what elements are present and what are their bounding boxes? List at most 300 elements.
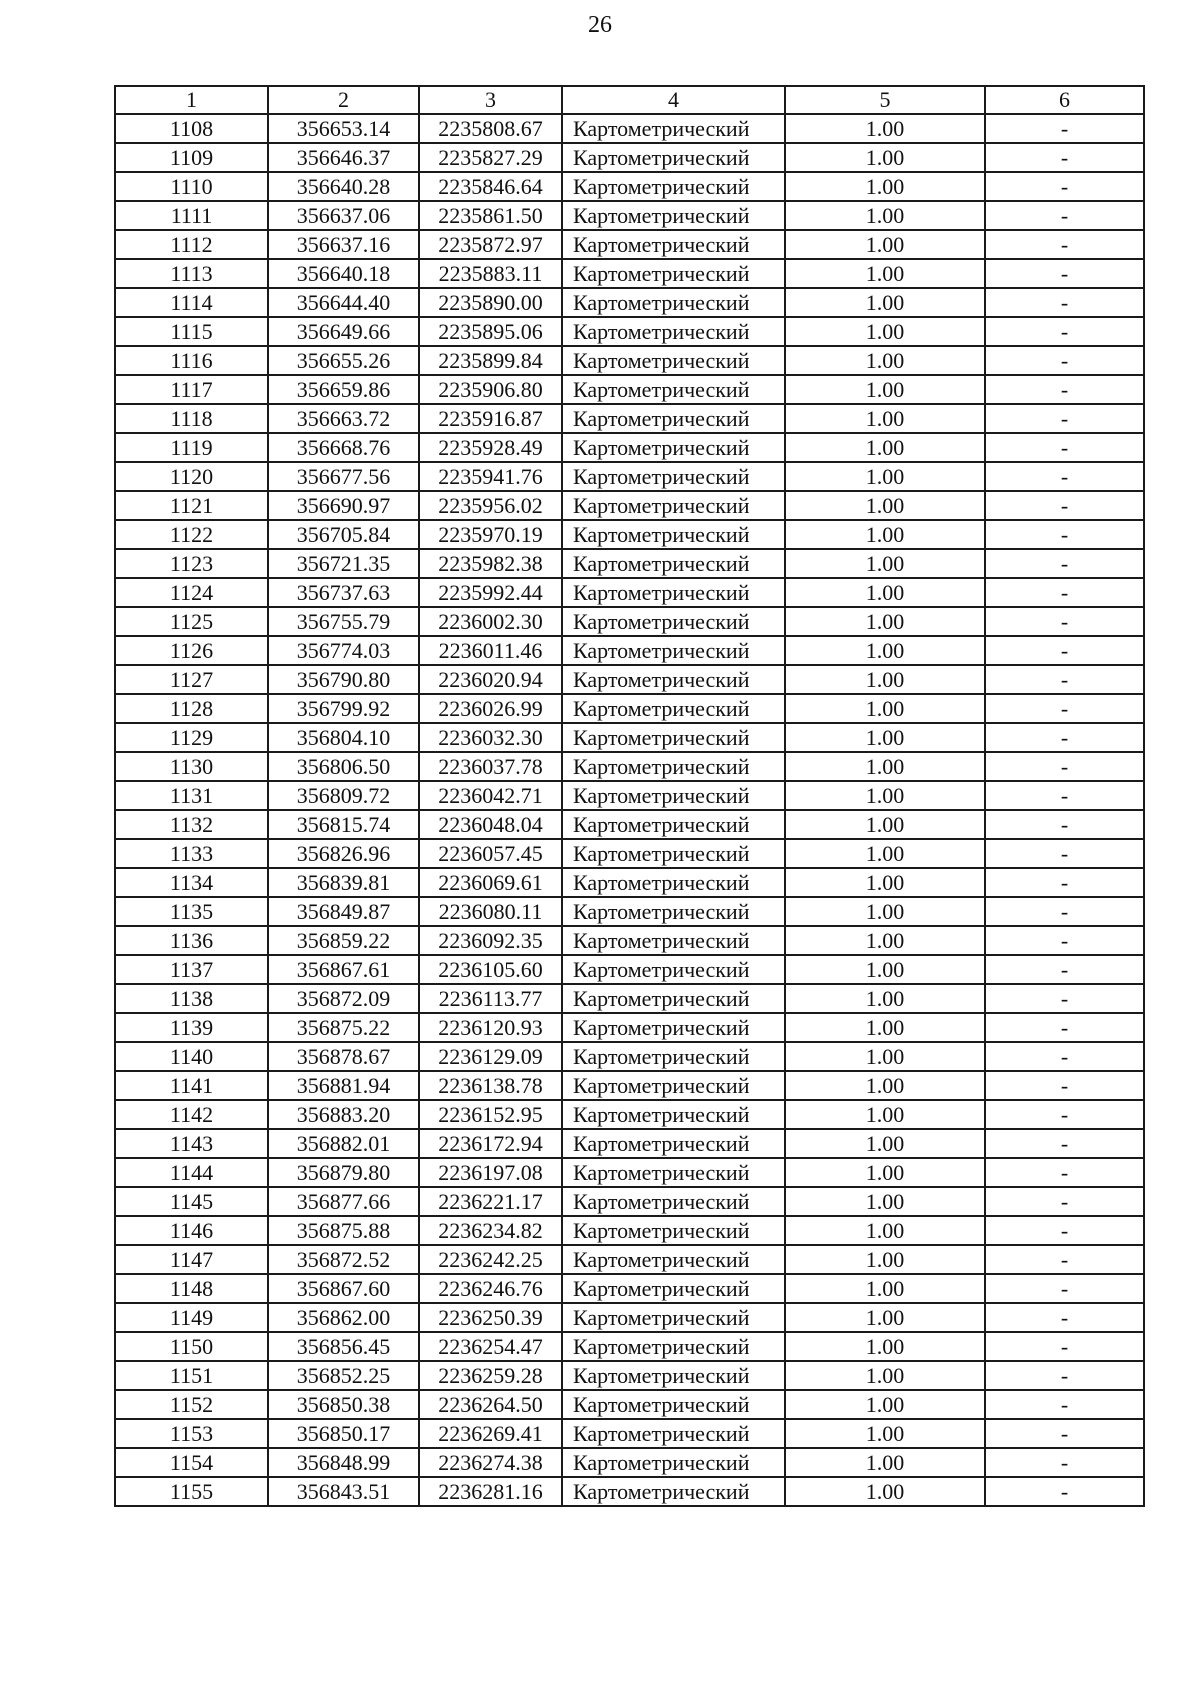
point-number-cell: 1142 (115, 1100, 268, 1129)
point-number-cell: 1150 (115, 1332, 268, 1361)
x-coordinate-cell: 356826.96 (268, 839, 419, 868)
accuracy-cell: 1.00 (785, 1158, 985, 1187)
point-number-cell: 1114 (115, 288, 268, 317)
y-coordinate-cell: 2236281.16 (419, 1477, 562, 1506)
table-row (115, 1477, 1144, 1506)
point-number-cell: 1143 (115, 1129, 268, 1158)
note-cell: - (985, 114, 1144, 143)
accuracy-cell: 1.00 (785, 1303, 985, 1332)
note-cell: - (985, 1332, 1144, 1361)
column-header-6: 6 (985, 86, 1144, 114)
method-cell: Картометрический (562, 404, 785, 433)
y-coordinate-cell: 2235883.11 (419, 259, 562, 288)
y-coordinate-cell: 2236037.78 (419, 752, 562, 781)
note-cell: - (985, 810, 1144, 839)
method-cell: Картометрический (562, 926, 785, 955)
point-number-cell: 1145 (115, 1187, 268, 1216)
y-coordinate-cell: 2235956.02 (419, 491, 562, 520)
y-coordinate-cell: 2236080.11 (419, 897, 562, 926)
note-cell: - (985, 1158, 1144, 1187)
table-row (115, 984, 1144, 1013)
point-number-cell: 1126 (115, 636, 268, 665)
accuracy-cell: 1.00 (785, 1100, 985, 1129)
note-cell: - (985, 1361, 1144, 1390)
note-cell: - (985, 375, 1144, 404)
table-row (115, 1187, 1144, 1216)
table-row (115, 317, 1144, 346)
note-cell: - (985, 665, 1144, 694)
y-coordinate-cell: 2236221.17 (419, 1187, 562, 1216)
table-row (115, 1274, 1144, 1303)
accuracy-cell: 1.00 (785, 1390, 985, 1419)
accuracy-cell: 1.00 (785, 520, 985, 549)
table-row (115, 665, 1144, 694)
x-coordinate-cell: 356850.38 (268, 1390, 419, 1419)
point-number-cell: 1110 (115, 172, 268, 201)
table-row (115, 897, 1144, 926)
x-coordinate-cell: 356878.67 (268, 1042, 419, 1071)
point-number-cell: 1112 (115, 230, 268, 259)
x-coordinate-cell: 356637.16 (268, 230, 419, 259)
method-cell: Картометрический (562, 520, 785, 549)
accuracy-cell: 1.00 (785, 375, 985, 404)
point-number-cell: 1133 (115, 839, 268, 868)
y-coordinate-cell: 2235846.64 (419, 172, 562, 201)
note-cell: - (985, 1390, 1144, 1419)
x-coordinate-cell: 356859.22 (268, 926, 419, 955)
y-coordinate-cell: 2236048.04 (419, 810, 562, 839)
y-coordinate-cell: 2235808.67 (419, 114, 562, 143)
x-coordinate-cell: 356705.84 (268, 520, 419, 549)
x-coordinate-cell: 356881.94 (268, 1071, 419, 1100)
y-coordinate-cell: 2236250.39 (419, 1303, 562, 1332)
x-coordinate-cell: 356806.50 (268, 752, 419, 781)
x-coordinate-cell: 356867.60 (268, 1274, 419, 1303)
point-number-cell: 1118 (115, 404, 268, 433)
method-cell: Картометрический (562, 665, 785, 694)
method-cell: Картометрический (562, 1042, 785, 1071)
point-number-cell: 1116 (115, 346, 268, 375)
x-coordinate-cell: 356804.10 (268, 723, 419, 752)
page-number: 26 (588, 12, 612, 38)
note-cell: - (985, 1245, 1144, 1274)
method-cell: Картометрический (562, 1448, 785, 1477)
note-cell: - (985, 636, 1144, 665)
table-row (115, 114, 1144, 143)
accuracy-cell: 1.00 (785, 1477, 985, 1506)
accuracy-cell: 1.00 (785, 723, 985, 752)
note-cell: - (985, 1042, 1144, 1071)
y-coordinate-cell: 2235906.80 (419, 375, 562, 404)
point-number-cell: 1128 (115, 694, 268, 723)
table-row (115, 1303, 1144, 1332)
y-coordinate-cell: 2235861.50 (419, 201, 562, 230)
accuracy-cell: 1.00 (785, 1361, 985, 1390)
point-number-cell: 1135 (115, 897, 268, 926)
accuracy-cell: 1.00 (785, 984, 985, 1013)
point-number-cell: 1124 (115, 578, 268, 607)
table-row (115, 404, 1144, 433)
accuracy-cell: 1.00 (785, 781, 985, 810)
accuracy-cell: 1.00 (785, 491, 985, 520)
note-cell: - (985, 723, 1144, 752)
method-cell: Картометрический (562, 1158, 785, 1187)
x-coordinate-cell: 356849.87 (268, 897, 419, 926)
point-number-cell: 1120 (115, 462, 268, 491)
y-coordinate-cell: 2236057.45 (419, 839, 562, 868)
method-cell: Картометрический (562, 1100, 785, 1129)
method-cell: Картометрический (562, 1013, 785, 1042)
table-row (115, 520, 1144, 549)
x-coordinate-cell: 356856.45 (268, 1332, 419, 1361)
note-cell: - (985, 607, 1144, 636)
note-cell: - (985, 781, 1144, 810)
table-row (115, 462, 1144, 491)
x-coordinate-cell: 356690.97 (268, 491, 419, 520)
y-coordinate-cell: 2236020.94 (419, 665, 562, 694)
x-coordinate-cell: 356850.17 (268, 1419, 419, 1448)
x-coordinate-cell: 356755.79 (268, 607, 419, 636)
x-coordinate-cell: 356653.14 (268, 114, 419, 143)
note-cell: - (985, 259, 1144, 288)
x-coordinate-cell: 356663.72 (268, 404, 419, 433)
method-cell: Картометрический (562, 694, 785, 723)
point-number-cell: 1144 (115, 1158, 268, 1187)
method-cell: Картометрический (562, 1245, 785, 1274)
point-number-cell: 1138 (115, 984, 268, 1013)
note-cell: - (985, 984, 1144, 1013)
x-coordinate-cell: 356737.63 (268, 578, 419, 607)
point-number-cell: 1125 (115, 607, 268, 636)
accuracy-cell: 1.00 (785, 317, 985, 346)
x-coordinate-cell: 356882.01 (268, 1129, 419, 1158)
table-row (115, 1390, 1144, 1419)
point-number-cell: 1155 (115, 1477, 268, 1506)
x-coordinate-cell: 356637.06 (268, 201, 419, 230)
y-coordinate-cell: 2236259.28 (419, 1361, 562, 1390)
point-number-cell: 1141 (115, 1071, 268, 1100)
point-number-cell: 1151 (115, 1361, 268, 1390)
x-coordinate-cell: 356649.66 (268, 317, 419, 346)
point-number-cell: 1147 (115, 1245, 268, 1274)
point-number-cell: 1149 (115, 1303, 268, 1332)
accuracy-cell: 1.00 (785, 143, 985, 172)
method-cell: Картометрический (562, 1419, 785, 1448)
y-coordinate-cell: 2235992.44 (419, 578, 562, 607)
accuracy-cell: 1.00 (785, 955, 985, 984)
point-number-cell: 1154 (115, 1448, 268, 1477)
accuracy-cell: 1.00 (785, 462, 985, 491)
y-coordinate-cell: 2235890.00 (419, 288, 562, 317)
note-cell: - (985, 520, 1144, 549)
table-row (115, 1100, 1144, 1129)
y-coordinate-cell: 2236264.50 (419, 1390, 562, 1419)
column-header-5: 5 (785, 86, 985, 114)
note-cell: - (985, 578, 1144, 607)
note-cell: - (985, 1129, 1144, 1158)
method-cell: Картометрический (562, 955, 785, 984)
method-cell: Картометрический (562, 752, 785, 781)
accuracy-cell: 1.00 (785, 694, 985, 723)
table-row (115, 810, 1144, 839)
point-number-cell: 1122 (115, 520, 268, 549)
method-cell: Картометрический (562, 462, 785, 491)
point-number-cell: 1136 (115, 926, 268, 955)
y-coordinate-cell: 2236092.35 (419, 926, 562, 955)
note-cell: - (985, 897, 1144, 926)
method-cell: Картометрический (562, 1303, 785, 1332)
y-coordinate-cell: 2236254.47 (419, 1332, 562, 1361)
y-coordinate-cell: 2236172.94 (419, 1129, 562, 1158)
note-cell: - (985, 491, 1144, 520)
method-cell: Картометрический (562, 578, 785, 607)
x-coordinate-cell: 356677.56 (268, 462, 419, 491)
y-coordinate-cell: 2236032.30 (419, 723, 562, 752)
table-row (115, 433, 1144, 462)
table-row (115, 578, 1144, 607)
method-cell: Картометрический (562, 375, 785, 404)
table-row (115, 752, 1144, 781)
method-cell: Картометрический (562, 723, 785, 752)
x-coordinate-cell: 356646.37 (268, 143, 419, 172)
point-number-cell: 1140 (115, 1042, 268, 1071)
point-number-cell: 1127 (115, 665, 268, 694)
table-row (115, 288, 1144, 317)
y-coordinate-cell: 2236042.71 (419, 781, 562, 810)
table-row (115, 1332, 1144, 1361)
note-cell: - (985, 1419, 1144, 1448)
note-cell: - (985, 926, 1144, 955)
method-cell: Картометрический (562, 1332, 785, 1361)
accuracy-cell: 1.00 (785, 1448, 985, 1477)
column-header-2: 2 (268, 86, 419, 114)
point-number-cell: 1108 (115, 114, 268, 143)
table-row (115, 172, 1144, 201)
x-coordinate-cell: 356839.81 (268, 868, 419, 897)
note-cell: - (985, 317, 1144, 346)
method-cell: Картометрический (562, 201, 785, 230)
table-row (115, 781, 1144, 810)
note-cell: - (985, 1448, 1144, 1477)
note-cell: - (985, 1477, 1144, 1506)
x-coordinate-cell: 356877.66 (268, 1187, 419, 1216)
x-coordinate-cell: 356875.22 (268, 1013, 419, 1042)
point-number-cell: 1146 (115, 1216, 268, 1245)
point-number-cell: 1117 (115, 375, 268, 404)
y-coordinate-cell: 2236113.77 (419, 984, 562, 1013)
note-cell: - (985, 1274, 1144, 1303)
note-cell: - (985, 1216, 1144, 1245)
point-number-cell: 1130 (115, 752, 268, 781)
accuracy-cell: 1.00 (785, 259, 985, 288)
y-coordinate-cell: 2235895.06 (419, 317, 562, 346)
y-coordinate-cell: 2236138.78 (419, 1071, 562, 1100)
note-cell: - (985, 1187, 1144, 1216)
x-coordinate-cell: 356843.51 (268, 1477, 419, 1506)
x-coordinate-cell: 356721.35 (268, 549, 419, 578)
table-row (115, 549, 1144, 578)
table-row (115, 723, 1144, 752)
note-cell: - (985, 230, 1144, 259)
column-header-3: 3 (419, 86, 562, 114)
note-cell: - (985, 346, 1144, 375)
note-cell: - (985, 1303, 1144, 1332)
method-cell: Картометрический (562, 1274, 785, 1303)
x-coordinate-cell: 356774.03 (268, 636, 419, 665)
point-number-cell: 1111 (115, 201, 268, 230)
y-coordinate-cell: 2236026.99 (419, 694, 562, 723)
y-coordinate-cell: 2236197.08 (419, 1158, 562, 1187)
method-cell: Картометрический (562, 259, 785, 288)
accuracy-cell: 1.00 (785, 636, 985, 665)
table-row (115, 1158, 1144, 1187)
y-coordinate-cell: 2235827.29 (419, 143, 562, 172)
accuracy-cell: 1.00 (785, 1274, 985, 1303)
accuracy-cell: 1.00 (785, 839, 985, 868)
x-coordinate-cell: 356872.09 (268, 984, 419, 1013)
method-cell: Картометрический (562, 1216, 785, 1245)
method-cell: Картометрический (562, 607, 785, 636)
method-cell: Картометрический (562, 636, 785, 665)
table-row (115, 230, 1144, 259)
y-coordinate-cell: 2236274.38 (419, 1448, 562, 1477)
x-coordinate-cell: 356875.88 (268, 1216, 419, 1245)
note-cell: - (985, 201, 1144, 230)
accuracy-cell: 1.00 (785, 549, 985, 578)
y-coordinate-cell: 2236242.25 (419, 1245, 562, 1274)
method-cell: Картометрический (562, 1071, 785, 1100)
accuracy-cell: 1.00 (785, 665, 985, 694)
y-coordinate-cell: 2236011.46 (419, 636, 562, 665)
table-row (115, 491, 1144, 520)
point-number-cell: 1152 (115, 1390, 268, 1419)
method-cell: Картометрический (562, 317, 785, 346)
note-cell: - (985, 143, 1144, 172)
accuracy-cell: 1.00 (785, 201, 985, 230)
accuracy-cell: 1.00 (785, 1129, 985, 1158)
accuracy-cell: 1.00 (785, 230, 985, 259)
table-row (115, 375, 1144, 404)
point-number-cell: 1129 (115, 723, 268, 752)
point-number-cell: 1123 (115, 549, 268, 578)
note-cell: - (985, 1100, 1144, 1129)
accuracy-cell: 1.00 (785, 868, 985, 897)
y-coordinate-cell: 2235941.76 (419, 462, 562, 491)
accuracy-cell: 1.00 (785, 1042, 985, 1071)
table-row (115, 694, 1144, 723)
table-row (115, 607, 1144, 636)
note-cell: - (985, 868, 1144, 897)
note-cell: - (985, 1013, 1144, 1042)
note-cell: - (985, 433, 1144, 462)
accuracy-cell: 1.00 (785, 1419, 985, 1448)
method-cell: Картометрический (562, 781, 785, 810)
point-number-cell: 1119 (115, 433, 268, 462)
x-coordinate-cell: 356655.26 (268, 346, 419, 375)
accuracy-cell: 1.00 (785, 752, 985, 781)
header-row (115, 86, 1144, 114)
y-coordinate-cell: 2235899.84 (419, 346, 562, 375)
point-number-cell: 1148 (115, 1274, 268, 1303)
y-coordinate-cell: 2235916.87 (419, 404, 562, 433)
accuracy-cell: 1.00 (785, 810, 985, 839)
table-row (115, 143, 1144, 172)
note-cell: - (985, 288, 1144, 317)
point-number-cell: 1153 (115, 1419, 268, 1448)
accuracy-cell: 1.00 (785, 114, 985, 143)
table-row (115, 1245, 1144, 1274)
method-cell: Картометрический (562, 433, 785, 462)
y-coordinate-cell: 2235970.19 (419, 520, 562, 549)
accuracy-cell: 1.00 (785, 1332, 985, 1361)
table-row (115, 839, 1144, 868)
method-cell: Картометрический (562, 288, 785, 317)
x-coordinate-cell: 356640.28 (268, 172, 419, 201)
accuracy-cell: 1.00 (785, 433, 985, 462)
y-coordinate-cell: 2236152.95 (419, 1100, 562, 1129)
table-row (115, 1448, 1144, 1477)
accuracy-cell: 1.00 (785, 1013, 985, 1042)
method-cell: Картометрический (562, 1129, 785, 1158)
method-cell: Картометрический (562, 1361, 785, 1390)
note-cell: - (985, 752, 1144, 781)
table-row (115, 1216, 1144, 1245)
note-cell: - (985, 462, 1144, 491)
x-coordinate-cell: 356852.25 (268, 1361, 419, 1390)
x-coordinate-cell: 356815.74 (268, 810, 419, 839)
accuracy-cell: 1.00 (785, 346, 985, 375)
method-cell: Картометрический (562, 491, 785, 520)
table-row (115, 1129, 1144, 1158)
method-cell: Картометрический (562, 1187, 785, 1216)
method-cell: Картометрический (562, 868, 785, 897)
method-cell: Картометрический (562, 1390, 785, 1419)
note-cell: - (985, 694, 1144, 723)
method-cell: Картометрический (562, 346, 785, 375)
y-coordinate-cell: 2236002.30 (419, 607, 562, 636)
note-cell: - (985, 549, 1144, 578)
y-coordinate-cell: 2236120.93 (419, 1013, 562, 1042)
x-coordinate-cell: 356644.40 (268, 288, 419, 317)
table-row (115, 636, 1144, 665)
x-coordinate-cell: 356799.92 (268, 694, 419, 723)
accuracy-cell: 1.00 (785, 1216, 985, 1245)
x-coordinate-cell: 356668.76 (268, 433, 419, 462)
method-cell: Картометрический (562, 230, 785, 259)
table-row (115, 201, 1144, 230)
coordinates-table (114, 85, 1145, 1507)
point-number-cell: 1139 (115, 1013, 268, 1042)
accuracy-cell: 1.00 (785, 288, 985, 317)
x-coordinate-cell: 356872.52 (268, 1245, 419, 1274)
x-coordinate-cell: 356862.00 (268, 1303, 419, 1332)
y-coordinate-cell: 2235928.49 (419, 433, 562, 462)
accuracy-cell: 1.00 (785, 404, 985, 433)
method-cell: Картометрический (562, 984, 785, 1013)
point-number-cell: 1131 (115, 781, 268, 810)
x-coordinate-cell: 356640.18 (268, 259, 419, 288)
accuracy-cell: 1.00 (785, 897, 985, 926)
note-cell: - (985, 839, 1144, 868)
x-coordinate-cell: 356659.86 (268, 375, 419, 404)
accuracy-cell: 1.00 (785, 1071, 985, 1100)
accuracy-cell: 1.00 (785, 578, 985, 607)
table-row (115, 1013, 1144, 1042)
method-cell: Картометрический (562, 172, 785, 201)
point-number-cell: 1115 (115, 317, 268, 346)
x-coordinate-cell: 356790.80 (268, 665, 419, 694)
y-coordinate-cell: 2236269.41 (419, 1419, 562, 1448)
